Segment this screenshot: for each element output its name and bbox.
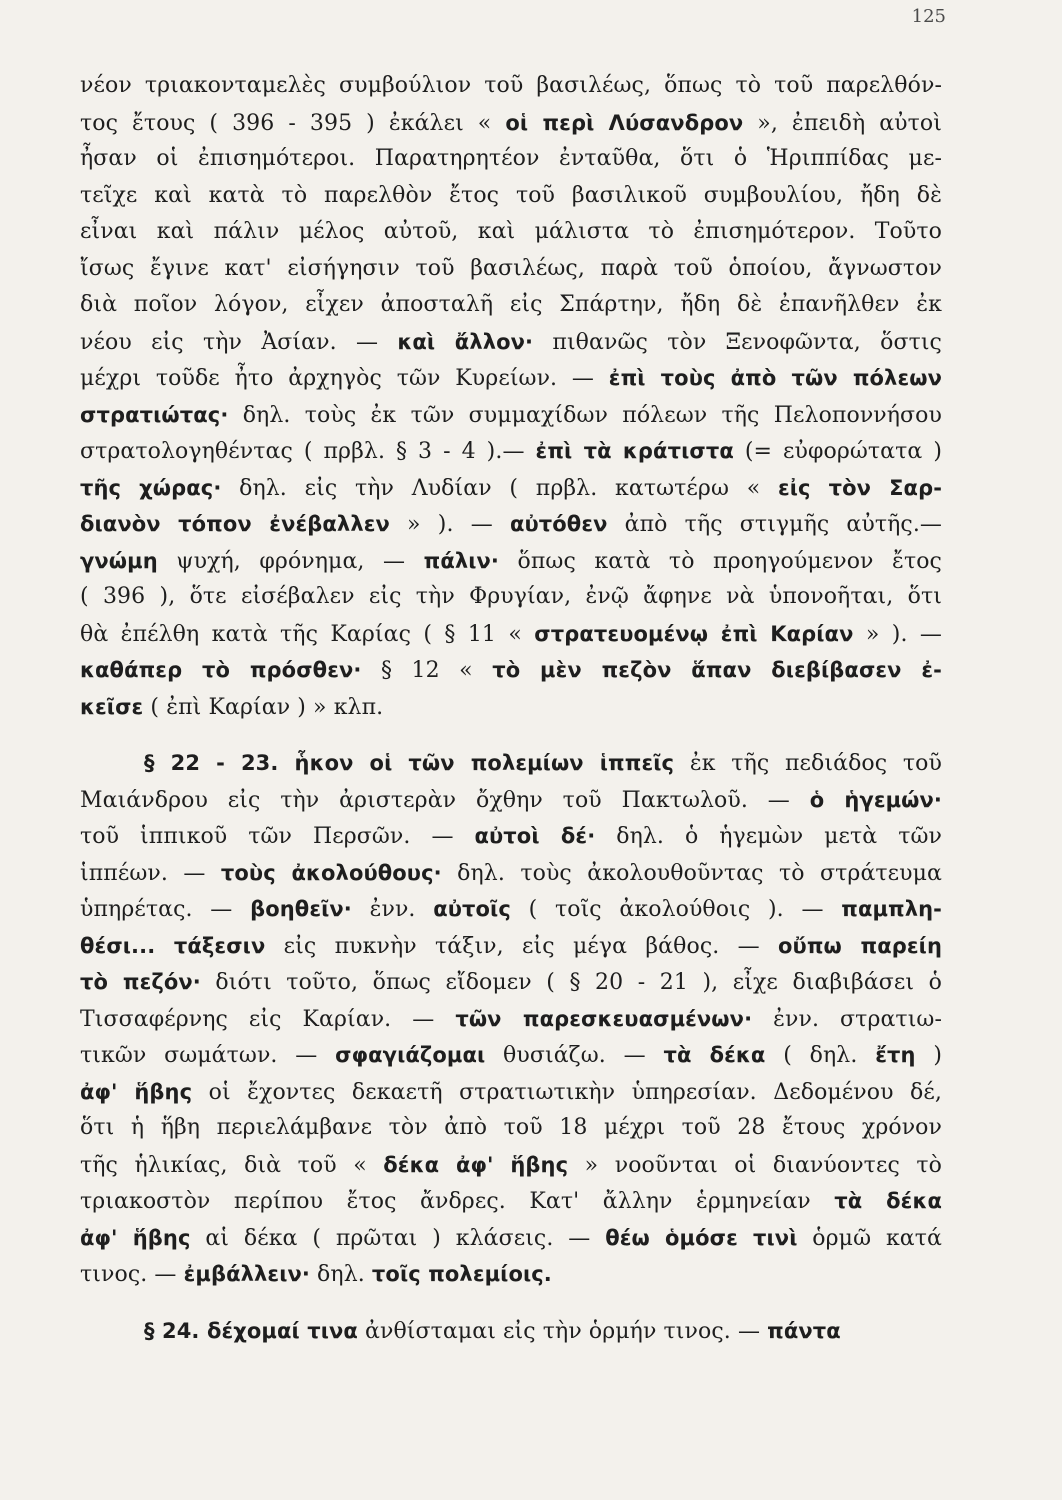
text-line bbox=[80, 68, 942, 105]
text-segment: ἐνν. στρατιω- bbox=[752, 1006, 942, 1032]
text-segment: ὅτι ἡ ἥβη περιελάμβανε τὸν ἀπὸ τοῦ 18 μέχρι τοῦ 28 ἔτους χρόνον bbox=[80, 1115, 942, 1140]
text-segment: ἴσως ἔγινε κατ' εἰσήγησιν τοῦ βασιλέως, παρὰ τοῦ ὁποίου, ἄγνωστον bbox=[80, 255, 942, 281]
text-line bbox=[80, 141, 942, 178]
text-line bbox=[80, 652, 942, 689]
bold-lemma: τοὺς ἀκολούθους· bbox=[220, 860, 442, 885]
paragraph bbox=[80, 745, 942, 1293]
text-segment: » νοοῦνται οἱ διανύοντες τὸ bbox=[568, 1152, 942, 1178]
bold-lemma: στρατιώτας· bbox=[80, 402, 229, 427]
text-segment: εἰς πυκνὴν τάξιν, εἰς μέγα βάθος. — bbox=[265, 933, 779, 959]
bold-lemma: ἔτη bbox=[875, 1043, 916, 1067]
bold-lemma: καὶ ἄλλον· bbox=[397, 329, 534, 354]
bold-lemma: ὁ ἡγεμών· bbox=[809, 787, 942, 812]
text-line bbox=[80, 1147, 942, 1184]
text-segment: (= εὐφορώτατα ) bbox=[733, 439, 942, 464]
text-segment: ψυχή, φρόνημα, — bbox=[157, 548, 424, 574]
text-segment: δηλ. ὁ ἡγεμὼν μετὰ τῶν bbox=[595, 824, 942, 849]
text-segment: πιθανῶς τὸν Ξενοφῶντα, ὅστις bbox=[533, 329, 942, 355]
bold-lemma: ἧκον οἱ τῶν πολεμίων ἱππεῖς bbox=[294, 751, 675, 775]
page-number: 125 bbox=[911, 6, 946, 27]
text-segment: τος ἔτους ( 396 - 395 ) ἐκάλει « bbox=[80, 110, 506, 136]
bold-lemma: γνώμη bbox=[80, 548, 158, 573]
text-segment: δηλ. εἰς τὴν Λυδίαν ( πρβλ. κατωτέρω « bbox=[221, 475, 778, 501]
bold-lemma: τὰ δέκα bbox=[663, 1043, 766, 1067]
text-segment: διὰ ποῖον λόγον, εἶχεν ἀποσταλῆ εἰς Σπάρτην, ἤδη δὲ ἐπανῆλθεν ἐκ bbox=[80, 292, 942, 317]
text-line bbox=[80, 616, 942, 653]
text-segment: ἀνθίσταμαι εἰς τὴν ὁρμήν τινος. — bbox=[357, 1318, 768, 1344]
text-line bbox=[80, 433, 942, 470]
text-line bbox=[80, 689, 942, 726]
bold-lemma: θέσι... τάξεσιν bbox=[80, 933, 266, 958]
text-segment: τινος. — bbox=[80, 1262, 184, 1287]
text-line bbox=[80, 251, 942, 288]
text-segment: δηλ. τοὺς ἐκ τῶν συμμαχίδων πόλεων τῆς Πελοποννήσου bbox=[228, 402, 942, 428]
text-segment: Μαιάνδρου εἰς τὴν ἀριστερὰν ὄχθην τοῦ Πακτωλοῦ. — bbox=[80, 787, 810, 813]
bold-lemma: τοῖς πολεμίοις. bbox=[371, 1262, 552, 1286]
text-segment: ἱππέων. — bbox=[80, 860, 221, 886]
bold-lemma: τὰ δέκα bbox=[834, 1189, 942, 1213]
text-line bbox=[80, 360, 942, 397]
bold-lemma: ἐμβάλλειν· bbox=[183, 1262, 310, 1286]
text-line bbox=[80, 1037, 942, 1074]
bold-lemma: § 24. bbox=[144, 1318, 207, 1343]
bold-lemma: τῆς χώρας· bbox=[80, 475, 222, 500]
text-line bbox=[80, 1074, 942, 1111]
bold-lemma: στρατευομένῳ ἐπὶ Καρίαν bbox=[534, 621, 854, 646]
bold-lemma: καθάπερ τὸ πρόσθεν· bbox=[80, 658, 362, 682]
bold-lemma: πάλιν· bbox=[423, 548, 500, 573]
bold-lemma: οἱ περὶ Λύσανδρον bbox=[505, 110, 744, 135]
text-segment: τῆς ἡλικίας, διὰ τοῦ « bbox=[80, 1152, 384, 1178]
text-segment: ( ἐπὶ Καρίαν ) » κλπ. bbox=[143, 694, 384, 720]
text-segment: ( δηλ. bbox=[765, 1043, 876, 1068]
text-segment: ( τοῖς ἀκολούθοις ). — bbox=[510, 897, 842, 922]
bold-lemma: αὐτόθεν bbox=[509, 512, 608, 536]
text-line bbox=[80, 287, 942, 324]
text-segment: νέον τριακονταμελὲς συμβούλιον τοῦ βασιλέως, ὅπως τὸ τοῦ παρελθόν- bbox=[80, 73, 942, 98]
text-segment: θυσιάζω. — bbox=[485, 1043, 664, 1068]
text-segment: § 12 « bbox=[361, 658, 493, 683]
bold-lemma: τὸ πεζόν· bbox=[80, 970, 201, 994]
bold-lemma: τὸ μὲν πεζὸν ἅπαν διεβίβασεν ἐ- bbox=[492, 658, 942, 682]
bold-lemma: δέκα ἀφ' ἥβης bbox=[383, 1152, 569, 1177]
bold-lemma: ἐπὶ τοὺς ἀπὸ τῶν πόλεων bbox=[608, 366, 942, 390]
text-line bbox=[80, 397, 942, 434]
text-line bbox=[80, 928, 942, 965]
bold-lemma: αὐτοῖς bbox=[433, 897, 511, 921]
text-segment: νέου εἰς τὴν Ἀσίαν. — bbox=[80, 329, 398, 355]
bold-lemma: ἀφ' ἥβης bbox=[80, 1079, 193, 1104]
bold-lemma: οὔπω παρείη bbox=[778, 933, 942, 958]
text-segment: εἶναι καὶ πάλιν μέλος αὐτοῦ, καὶ μάλιστα τὸ ἐπισημότερον. Τοῦτο bbox=[80, 219, 942, 244]
text-segment: θὰ ἐπέλθη κατὰ τῆς Καρίας ( § 11 « bbox=[80, 621, 535, 647]
text-line bbox=[80, 964, 942, 1001]
bold-lemma: διανὸν τόπον ἐνέβαλλεν bbox=[80, 512, 390, 536]
paragraph-gap bbox=[80, 725, 942, 745]
text-segment: ἐνν. bbox=[351, 897, 434, 922]
text-line bbox=[80, 543, 942, 580]
text-line bbox=[80, 1313, 942, 1350]
paragraph bbox=[80, 68, 942, 725]
text-line bbox=[80, 214, 942, 251]
text-segment: τριακοστὸν περίπου ἔτος ἄνδρες. Κατ' ἄλλην ἑρμηνείαν bbox=[80, 1189, 835, 1214]
text-line bbox=[80, 324, 942, 361]
text-segment: τικῶν σωμάτων. — bbox=[80, 1043, 336, 1068]
text-line bbox=[80, 1256, 942, 1293]
text-segment: ἦσαν οἱ ἐπισημότεροι. Παρατηρητέον ἐνταῦθα, ὅτι ὁ Ἡριππίδας με- bbox=[80, 146, 942, 171]
text-segment: δηλ. bbox=[309, 1262, 372, 1287]
text-line bbox=[80, 105, 942, 142]
text-segment: οἱ ἔχοντες δεκαετῆ στρατιωτικὴν ὑπηρεσίαν. Δεδομένου δέ, bbox=[192, 1079, 942, 1105]
text-line bbox=[80, 782, 942, 819]
text-line bbox=[80, 506, 942, 543]
bold-lemma: παμπλη- bbox=[841, 897, 942, 921]
text-segment: ἀπὸ τῆς στιγμῆς αὐτῆς.— bbox=[607, 512, 942, 537]
text-line bbox=[80, 1110, 942, 1147]
text-segment: », ἐπειδὴ αὐτοὶ bbox=[743, 110, 942, 136]
bold-lemma: τῶν παρεσκευασμένων· bbox=[455, 1006, 753, 1031]
bold-lemma: § 22 - 23. bbox=[144, 751, 295, 775]
text-line bbox=[80, 855, 942, 892]
bold-lemma: βοηθεῖν· bbox=[250, 897, 352, 921]
text-segment: δηλ. τοὺς ἀκολουθοῦντας τὸ στράτευμα bbox=[441, 860, 942, 886]
text-segment: ὅπως κατὰ τὸ προηγούμενον ἔτος bbox=[499, 548, 942, 574]
text-segment: Τισσαφέρνης εἰς Καρίαν. — bbox=[80, 1006, 456, 1032]
text-line bbox=[80, 818, 942, 855]
text-segment: μέχρι τοῦδε ἦτο ἀρχηγὸς τῶν Κυρείων. — bbox=[80, 366, 609, 391]
bold-lemma: σφαγιάζομαι bbox=[335, 1043, 486, 1067]
text-segment: τοῦ ἱππικοῦ τῶν Περσῶν. — bbox=[80, 824, 475, 849]
text-segment: » ). — bbox=[853, 621, 942, 647]
bold-lemma: εἰς τὸν Σαρ- bbox=[777, 475, 942, 500]
text-line bbox=[80, 1001, 942, 1038]
text-segment: αἱ δέκα ( πρῶται ) κλάσεις. — bbox=[190, 1225, 606, 1251]
paragraph bbox=[80, 1313, 942, 1350]
text-segment: ὑπηρέτας. — bbox=[80, 897, 251, 922]
text-segment: διότι τοῦτο, ὅπως εἴδομεν ( § 20 - 21 ), εἶχε διαβιβάσει ὁ bbox=[200, 970, 942, 995]
text-line bbox=[80, 470, 942, 507]
text-segment: ( 396 ), ὅτε εἰσέβαλεν εἰς τὴν Φρυγίαν, ἐνῷ ἄφηνε νὰ ὑπονοῆται, ὅτι bbox=[80, 584, 942, 609]
text-line bbox=[80, 1183, 942, 1220]
text-line bbox=[80, 178, 942, 215]
bold-lemma: αὐτοὶ δέ· bbox=[474, 824, 596, 848]
paragraph-gap bbox=[80, 1293, 942, 1313]
bold-lemma: δέχομαί τινα bbox=[206, 1318, 358, 1343]
bold-lemma: ἐπὶ τὰ κράτιστα bbox=[535, 439, 734, 463]
text-segment: τεῖχε καὶ κατὰ τὸ παρελθὸν ἔτος τοῦ βασιλικοῦ συμβουλίου, ἤδη δὲ bbox=[80, 182, 942, 208]
bold-lemma: ἀφ' ἥβης bbox=[80, 1225, 191, 1250]
text-segment: » ). — bbox=[389, 512, 510, 537]
text-line bbox=[80, 1220, 942, 1257]
bold-lemma: θέω ὁμόσε τινὶ bbox=[605, 1225, 798, 1250]
text-segment: στρατολογηθέντας ( πρβλ. § 3 - 4 ).— bbox=[80, 439, 536, 464]
commentary-text bbox=[80, 68, 942, 1349]
text-line bbox=[80, 891, 942, 928]
text-line bbox=[80, 579, 942, 616]
text-segment: ἐκ τῆς πεδιάδος τοῦ bbox=[674, 751, 942, 776]
bold-lemma: πάντα bbox=[767, 1318, 841, 1343]
text-segment: ὁρμῶ κατά bbox=[797, 1225, 942, 1251]
text-segment: ) bbox=[915, 1043, 942, 1068]
bold-lemma: κεῖσε bbox=[80, 694, 144, 719]
text-line bbox=[80, 745, 942, 782]
